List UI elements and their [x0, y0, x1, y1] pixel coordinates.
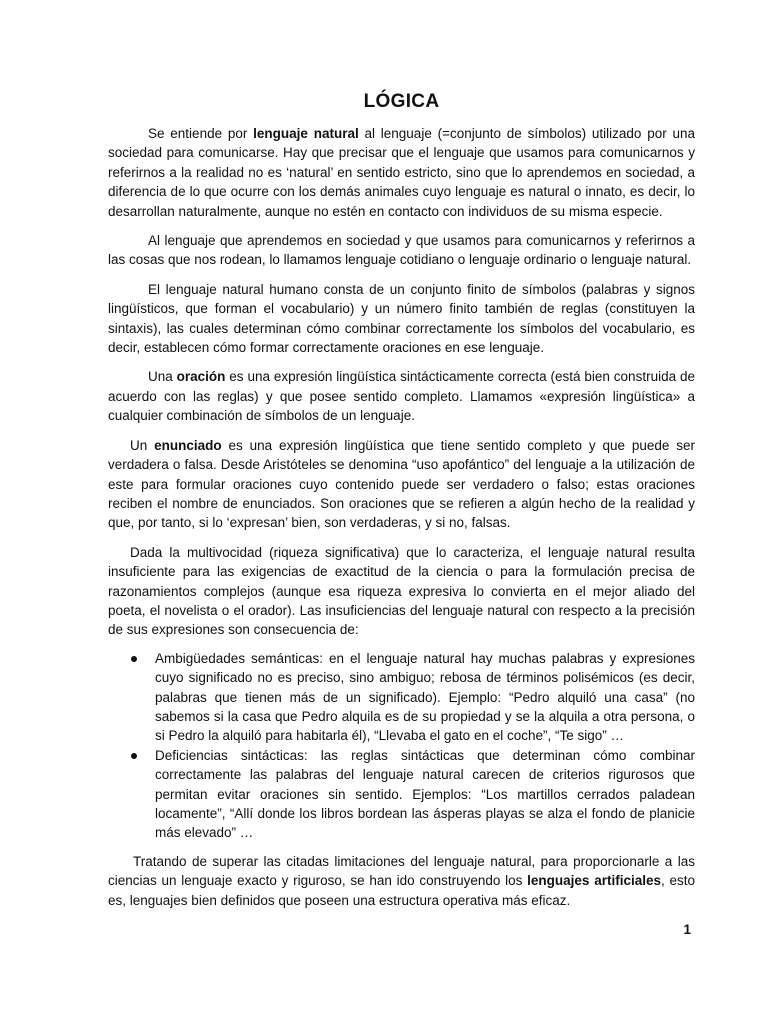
page-title: LÓGICA [363, 91, 440, 112]
paragraph-lenguajes-artificiales [108, 852, 695, 910]
paragraph-oracion [108, 367, 695, 425]
paragraph-text: , esto es, lenguajes bien definidos que poseen una estructura operativa más eficaz. [108, 873, 695, 908]
page-number: 1 [683, 922, 691, 938]
paragraph-text: Dada la multivocidad (riqueza significativa) que lo caracteriza, el lenguaje natural resulta insuficiente para las exigencias de exactitud de la ciencia o para la formulación precisa de razonamientos complejos (aunque esa riqueza expresiva lo convierta en el mejor aliado del poeta, el novelista o el orador). Las insuficiencias del lenguaje natural con respecto a la precisión de sus expresiones son consecuencia de: [108, 544, 695, 638]
paragraph-lenguaje-natural [108, 124, 695, 221]
bold-term: oración [176, 369, 226, 385]
paragraph-text: Un [130, 437, 155, 453]
bullet-icon [131, 753, 137, 759]
list-item [108, 649, 695, 746]
bullet-list [108, 649, 695, 843]
paragraph-text: Se entiende por [148, 126, 254, 141]
paragraph-text: Una [148, 369, 177, 385]
list-item-text: Deficiencias sintácticas: las reglas sintácticas que determinan cómo combinar correctamente las palabras del lenguaje natural carecen de criterios rigurosos que permitan evitar oraciones sin sentido. Ejemplos: “Los martillos cerrados paladean locamente”, “Allí donde los libros bordean las ásperas playas se alza el fondo de planicie más elevado” … [155, 747, 695, 841]
list-item [108, 746, 695, 843]
paragraph-simbolos-reglas [108, 280, 695, 358]
document-body [108, 90, 695, 939]
paragraph-text: es una expresión lingüística que tiene sentido completo y que puede ser verdadera o falsa. Desde Aristóteles se denomina “uso apofántico” del lenguaje a la utilización de este para formular oraciones cuyo contenido puede ser verdadero o falso; estas oraciones reciben el nombre de enunciados. Son oraciones que se refieren a algún hecho de la realidad y que, por tanto, si lo ‘expresan’ bien, son verdaderas, y si no, falsas. [108, 437, 695, 531]
list-item-text: Ambigüedades semánticas: en el lenguaje natural hay muchas palabras y expresiones cuyo significado no es preciso, sino ambiguo; rebosa de términos polisémicos (es decir, palabras que tienen más de un significado). Ejemplo: “Pedro alquiló una casa” (no sabemos si la casa que Pedro alquila es de su propiedad y se la alquila a otra persona, o si Pedro la alquiló para habitarla él), “Llevaba el gato en el coche”, “Te sigo” … [155, 650, 695, 744]
bold-term: enunciado [154, 437, 222, 453]
paragraph-text: Tratando de superar las citadas limitaciones del lenguaje natural, para proporcionarle a las ciencias un lenguaje exacto y riguroso, se han ido construyendo los [108, 853, 695, 889]
paragraph-text: Al lenguaje que aprendemos en sociedad y que usamos para comunicarnos y referirnos a las cosas que nos rodean, lo llamamos lenguaje cotidiano o lenguaje ordinario o lenguaje natural. [108, 233, 695, 268]
paragraph-lenguaje-cotidiano [108, 231, 695, 270]
paragraph-text: es una expresión lingüística sintácticamente correcta (está bien construida de acuerdo con las reglas) y que posee sentido completo. Llamamos «expresión lingüística» a cualquier combinación de símbolos de un lenguaje. [108, 369, 695, 424]
paragraph-text: al lenguaje (=conjunto de símbolos) utilizado por una sociedad para comunicarse. Hay que precisar que el lenguaje que usamos para comunicarnos y referirnos a la realidad no es ‘natural’ en sentido estricto, sino que lo aprendemos en sociedad, a diferencia de lo que ocurre con los demás animales cuyo lenguaje es natural o innato, es decir, lo desarrollan naturalmente, aunque no estén en contacto con individuos de su misma especie. [108, 126, 696, 219]
paragraph-enunciado [108, 436, 695, 533]
bullet-icon [131, 656, 137, 662]
paragraph-insuficiencias [108, 543, 695, 640]
bold-term: lenguaje natural [253, 126, 359, 141]
paragraph-text: El lenguaje natural humano consta de un conjunto finito de símbolos (palabras y signos lingüísticos, que forman el vocabulario) y un número finito también de reglas (constituyen la sintaxis), las cuales determinan cómo combinar correctamente los símbolos del vocabulario, es decir, establecen cómo formar correctamente oraciones en ese lenguaje. [108, 281, 695, 356]
bold-term: lenguajes artificiales [527, 873, 661, 889]
